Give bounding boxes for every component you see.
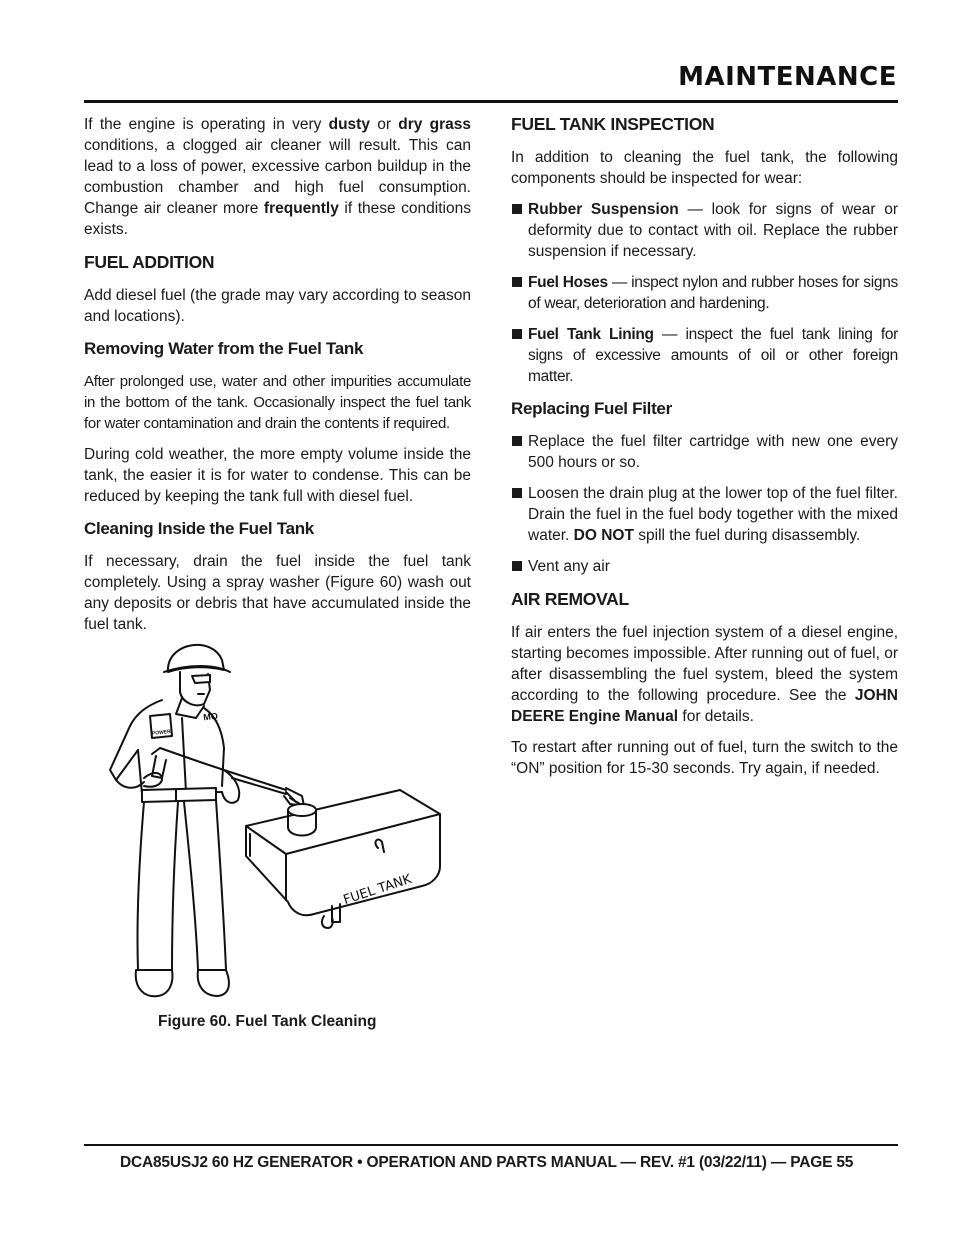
cleaning-text: If necessary, drain the fuel inside the fuel tank completely. Using a spray washer (Figure 60) wash out any deposits or debris that have accumulated inside the fuel tank.: [84, 553, 471, 633]
list-item: Fuel Tank Lining — inspect the fuel tank lining for signs of excessive amounts of oil or other foreign matter.: [511, 324, 898, 387]
footer-rule: [84, 1144, 898, 1146]
list-item: Loosen the drain plug at the lower top of the fuel filter. Drain the fuel in the fuel body together with the mixed water. DO NOT spill the fuel during disassembly.: [511, 483, 898, 546]
worker-spraying-tank-illustration: [100, 630, 460, 1010]
air-removal-heading: AIR REMOVAL: [511, 589, 629, 609]
removing-water-heading: Removing Water from the Fuel Tank: [84, 339, 364, 358]
fuel-tank-label: FUEL TANK: [341, 871, 414, 908]
mq-logo-text: MQ: [202, 710, 219, 723]
right-column: [511, 114, 898, 789]
left-column: [84, 114, 471, 645]
inspection-list: [511, 199, 898, 387]
inspection-intro: In addition to cleaning the fuel tank, the following components should be inspected for wear:: [511, 149, 898, 187]
mq-power-text: POWER: [151, 728, 172, 737]
removing-water-paragraph-2: During cold weather, the more empty volume inside the tank, the easier it is for water to condense. This can be reduced by keeping the tank full with diesel fuel.: [84, 446, 471, 505]
fuel-addition-heading: FUEL ADDITION: [84, 252, 215, 272]
filter-heading: Replacing Fuel Filter: [511, 399, 672, 418]
air-cleaner-paragraph: If the engine is operating in very dusty or dry grass conditions, a clogged air cleaner will result. This can lead to a loss of power, excessive carbon buildup in the combustion chamber and high fuel consumption. Change air cleaner more frequently if these conditions exists.: [84, 116, 471, 238]
list-item: Rubber Suspension — look for signs of wear or deformity due to contact with oil. Replace the rubber suspension if necessary.: [511, 199, 898, 262]
air-removal-paragraph-1: If air enters the fuel injection system of a diesel engine, starting becomes impossible. After running out of fuel, or after disassembling the fuel system, bleed the system according to the following procedure. See the JOHN DEERE Engine Manual for details.: [511, 624, 898, 725]
fuel-addition-text: Add diesel fuel (the grade may vary according to season and locations).: [84, 287, 471, 325]
list-item: Fuel Hoses — inspect nylon and rubber hoses for signs of wear, deterioration and hardening.: [511, 272, 898, 314]
header-rule: [84, 100, 898, 103]
page-title: MAINTENANCE: [678, 62, 897, 92]
figure-caption: Figure 60. Fuel Tank Cleaning: [158, 1013, 377, 1030]
inspection-heading: FUEL TANK INSPECTION: [511, 114, 715, 134]
air-removal-paragraph-2: To restart after running out of fuel, turn the switch to the “ON” position for 15-30 seconds. Try again, if needed.: [511, 739, 898, 777]
list-item: Replace the fuel filter cartridge with new one every 500 hours or so.: [511, 431, 898, 473]
cleaning-heading: Cleaning Inside the Fuel Tank: [84, 519, 314, 538]
list-item: Vent any air: [511, 556, 898, 577]
filter-list: [511, 431, 898, 577]
fuel-tank-cleaning-figure: [100, 630, 460, 1010]
removing-water-paragraph-1: After prolonged use, water and other impurities accumulate in the bottom of the tank. Occasionally inspect the fuel tank for water contamination and drain the contents if required.: [84, 373, 471, 432]
page-footer: DCA85USJ2 60 HZ GENERATOR • OPERATION AND PARTS MANUAL — REV. #1 (03/22/11) — PAGE 55: [120, 1154, 854, 1171]
